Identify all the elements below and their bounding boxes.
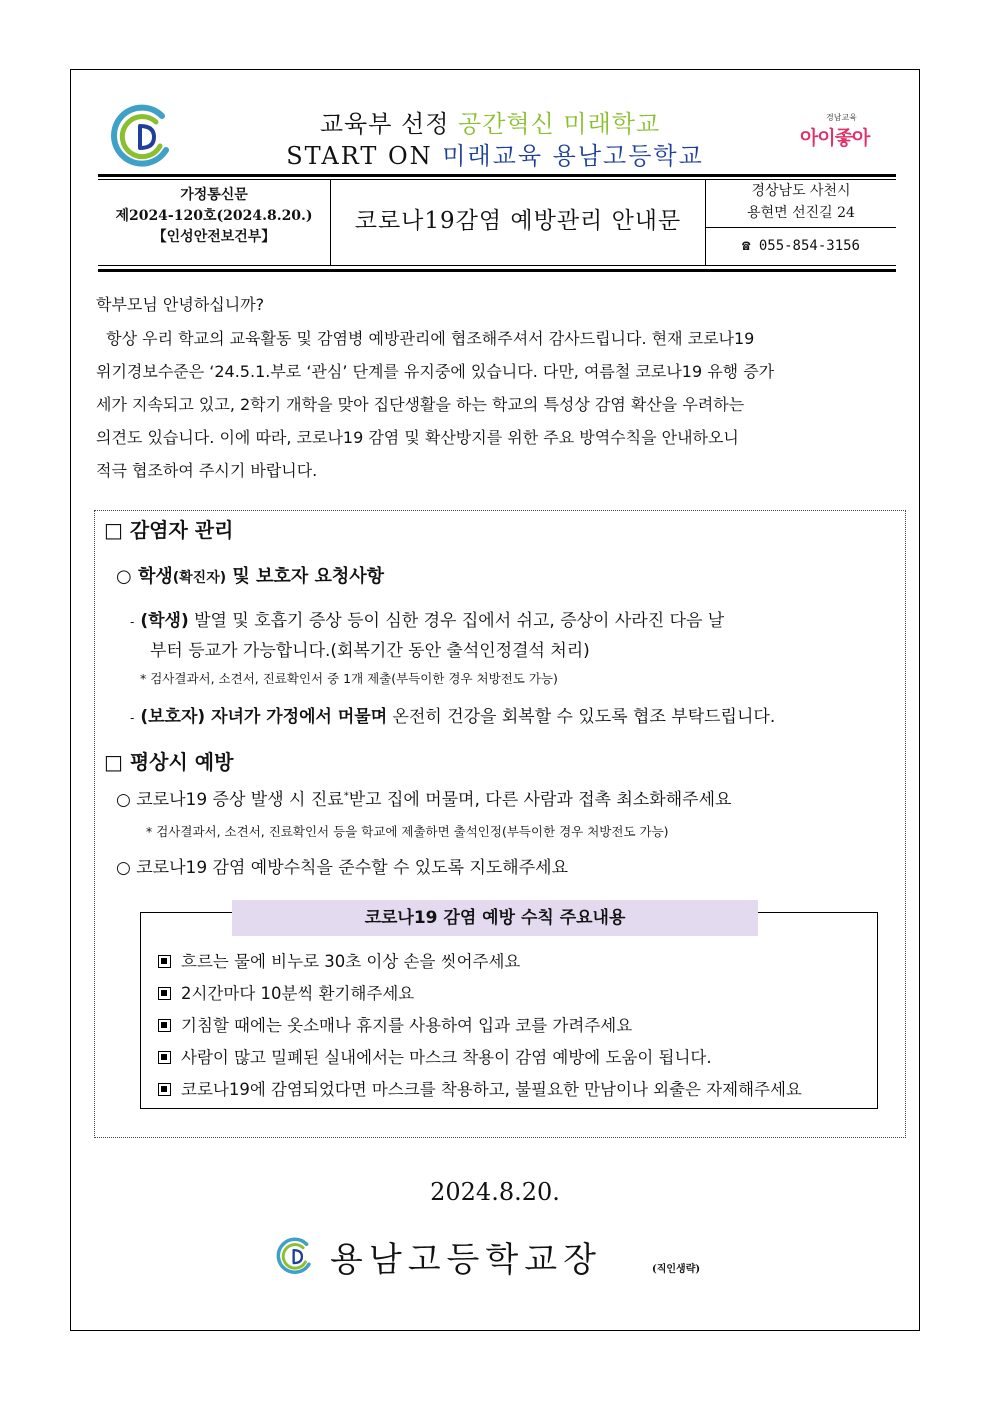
checkbox-square-icon [158, 955, 171, 968]
intro-line: 적극 협조하여 주시기 바랍니다. [96, 461, 318, 480]
school-address: 경상남도 사천시 용현면 선진길 24 [747, 183, 855, 221]
intro-line: 위기경보수준은 ‘24.5.1.부로 ‘관심’ 단계를 유지중에 있습니다. 다만, 여름철 코로나19 유행 증가 [96, 362, 775, 381]
header-line1: 교육부 선정 공간혁신 미래학교 [319, 110, 661, 138]
principal-signature: 용남고등학교장 [330, 1240, 602, 1280]
seal-omitted-note: (직인생략) [652, 1264, 701, 1275]
rule-item: 사람이 많고 밀폐된 실내에서는 마스크 착용이 감염 예방에 도움이 됩니다. [158, 1044, 712, 1068]
rule-item: 기침할 때에는 옷소매나 휴지를 사용하여 입과 코를 가려주세요 [158, 1012, 632, 1036]
header-rule-bottom-thin [98, 265, 896, 266]
student-instruction-cont: 부터 등교가 가능합니다.(회복기간 동안 출석인정결석 처리) [150, 641, 590, 661]
guardian-instruction: - (보호자) 자녀가 가정에서 머물며 온전히 건강을 회복할 수 있도록 협조 부탁드립니다. [130, 707, 776, 727]
prevention-item: ○ 코로나19 증상 발생 시 진료*받고 집에 머물며, 다른 사람과 접촉 최소화해주세요 [116, 790, 732, 810]
gyeongnam-education-logo: 경남교육 아이좋아 [800, 113, 870, 149]
prevention-note: * 검사결과서, 소견서, 진료확인서 등을 학교에 제출하면 출석인정(부득이한 경우 처방전도 가능) [146, 824, 669, 839]
header-line2: START ON 미래교육 용남고등학교 [286, 142, 704, 170]
student-note: * 검사결과서, 소견서, 진료확인서 중 1개 제출(부득이한 경우 처방전도 가능) [140, 671, 558, 686]
intro-paragraph [96, 322, 896, 487]
student-instruction: - (학생) 발열 및 호흡기 증상 등이 심한 경우 집에서 쉬고, 증상이 사라진 다음 날 [130, 611, 725, 631]
rule-item: 흐르는 물에 비누로 30초 이상 손을 씻어주세요 [158, 948, 520, 972]
rules-box-title: 코로나19 감염 예방 수칙 주요내용 [232, 900, 758, 936]
newsletter-info: 가정통신문 제2024-120호(2024.8.20.) 【인성안전보건부】 [115, 187, 313, 245]
rule-item: 코로나19에 감염되었다면 마스크를 착용하고, 불필요한 만남이나 외출은 자제해주세요 [158, 1076, 802, 1100]
school-logo-icon [110, 102, 178, 170]
greeting: 학부모님 안녕하십니까? [96, 295, 265, 314]
divider [706, 227, 896, 228]
intro-line: 항상 우리 학교의 교육활동 및 감염병 예방관리에 협조해주셔서 감사드립니다. 현재 코로나19 [96, 329, 755, 348]
sub-heading-requests: ○ 학생(확진자) 및 보호자 요청사항 [116, 566, 385, 587]
document-date: 2024.8.20. [430, 1178, 560, 1206]
school-logo-icon [276, 1236, 316, 1276]
header-rule-bottom [98, 269, 896, 272]
school-phone: ☎ 055-854-3156 [741, 238, 860, 254]
section-heading-prevention: □ 평상시 예방 [104, 750, 234, 774]
checkbox-square-icon [158, 1051, 171, 1064]
checkbox-square-icon [158, 987, 171, 1000]
prevention-item: ○ 코로나19 감염 예방수칙을 준수할 수 있도록 지도해주세요 [116, 858, 568, 878]
checkbox-square-icon [158, 1019, 171, 1032]
rule-item: 2시간마다 10분씩 환기해주세요 [158, 980, 414, 1004]
checkbox-square-icon [158, 1083, 171, 1096]
intro-line: 세가 지속되고 있고, 2학기 개학을 맞아 집단생활을 하는 학교의 특성상 감염 확산을 우려하는 [96, 395, 745, 414]
section-heading-infected: □ 감염자 관리 [104, 518, 234, 542]
header-rule-top [98, 174, 896, 177]
document-title: 코로나19감염 예방관리 안내문 [354, 208, 682, 234]
intro-line: 의견도 있습니다. 이에 따라, 코로나19 감염 및 확산방지를 위한 주요 방역수칙을 안내하오니 [96, 428, 739, 447]
